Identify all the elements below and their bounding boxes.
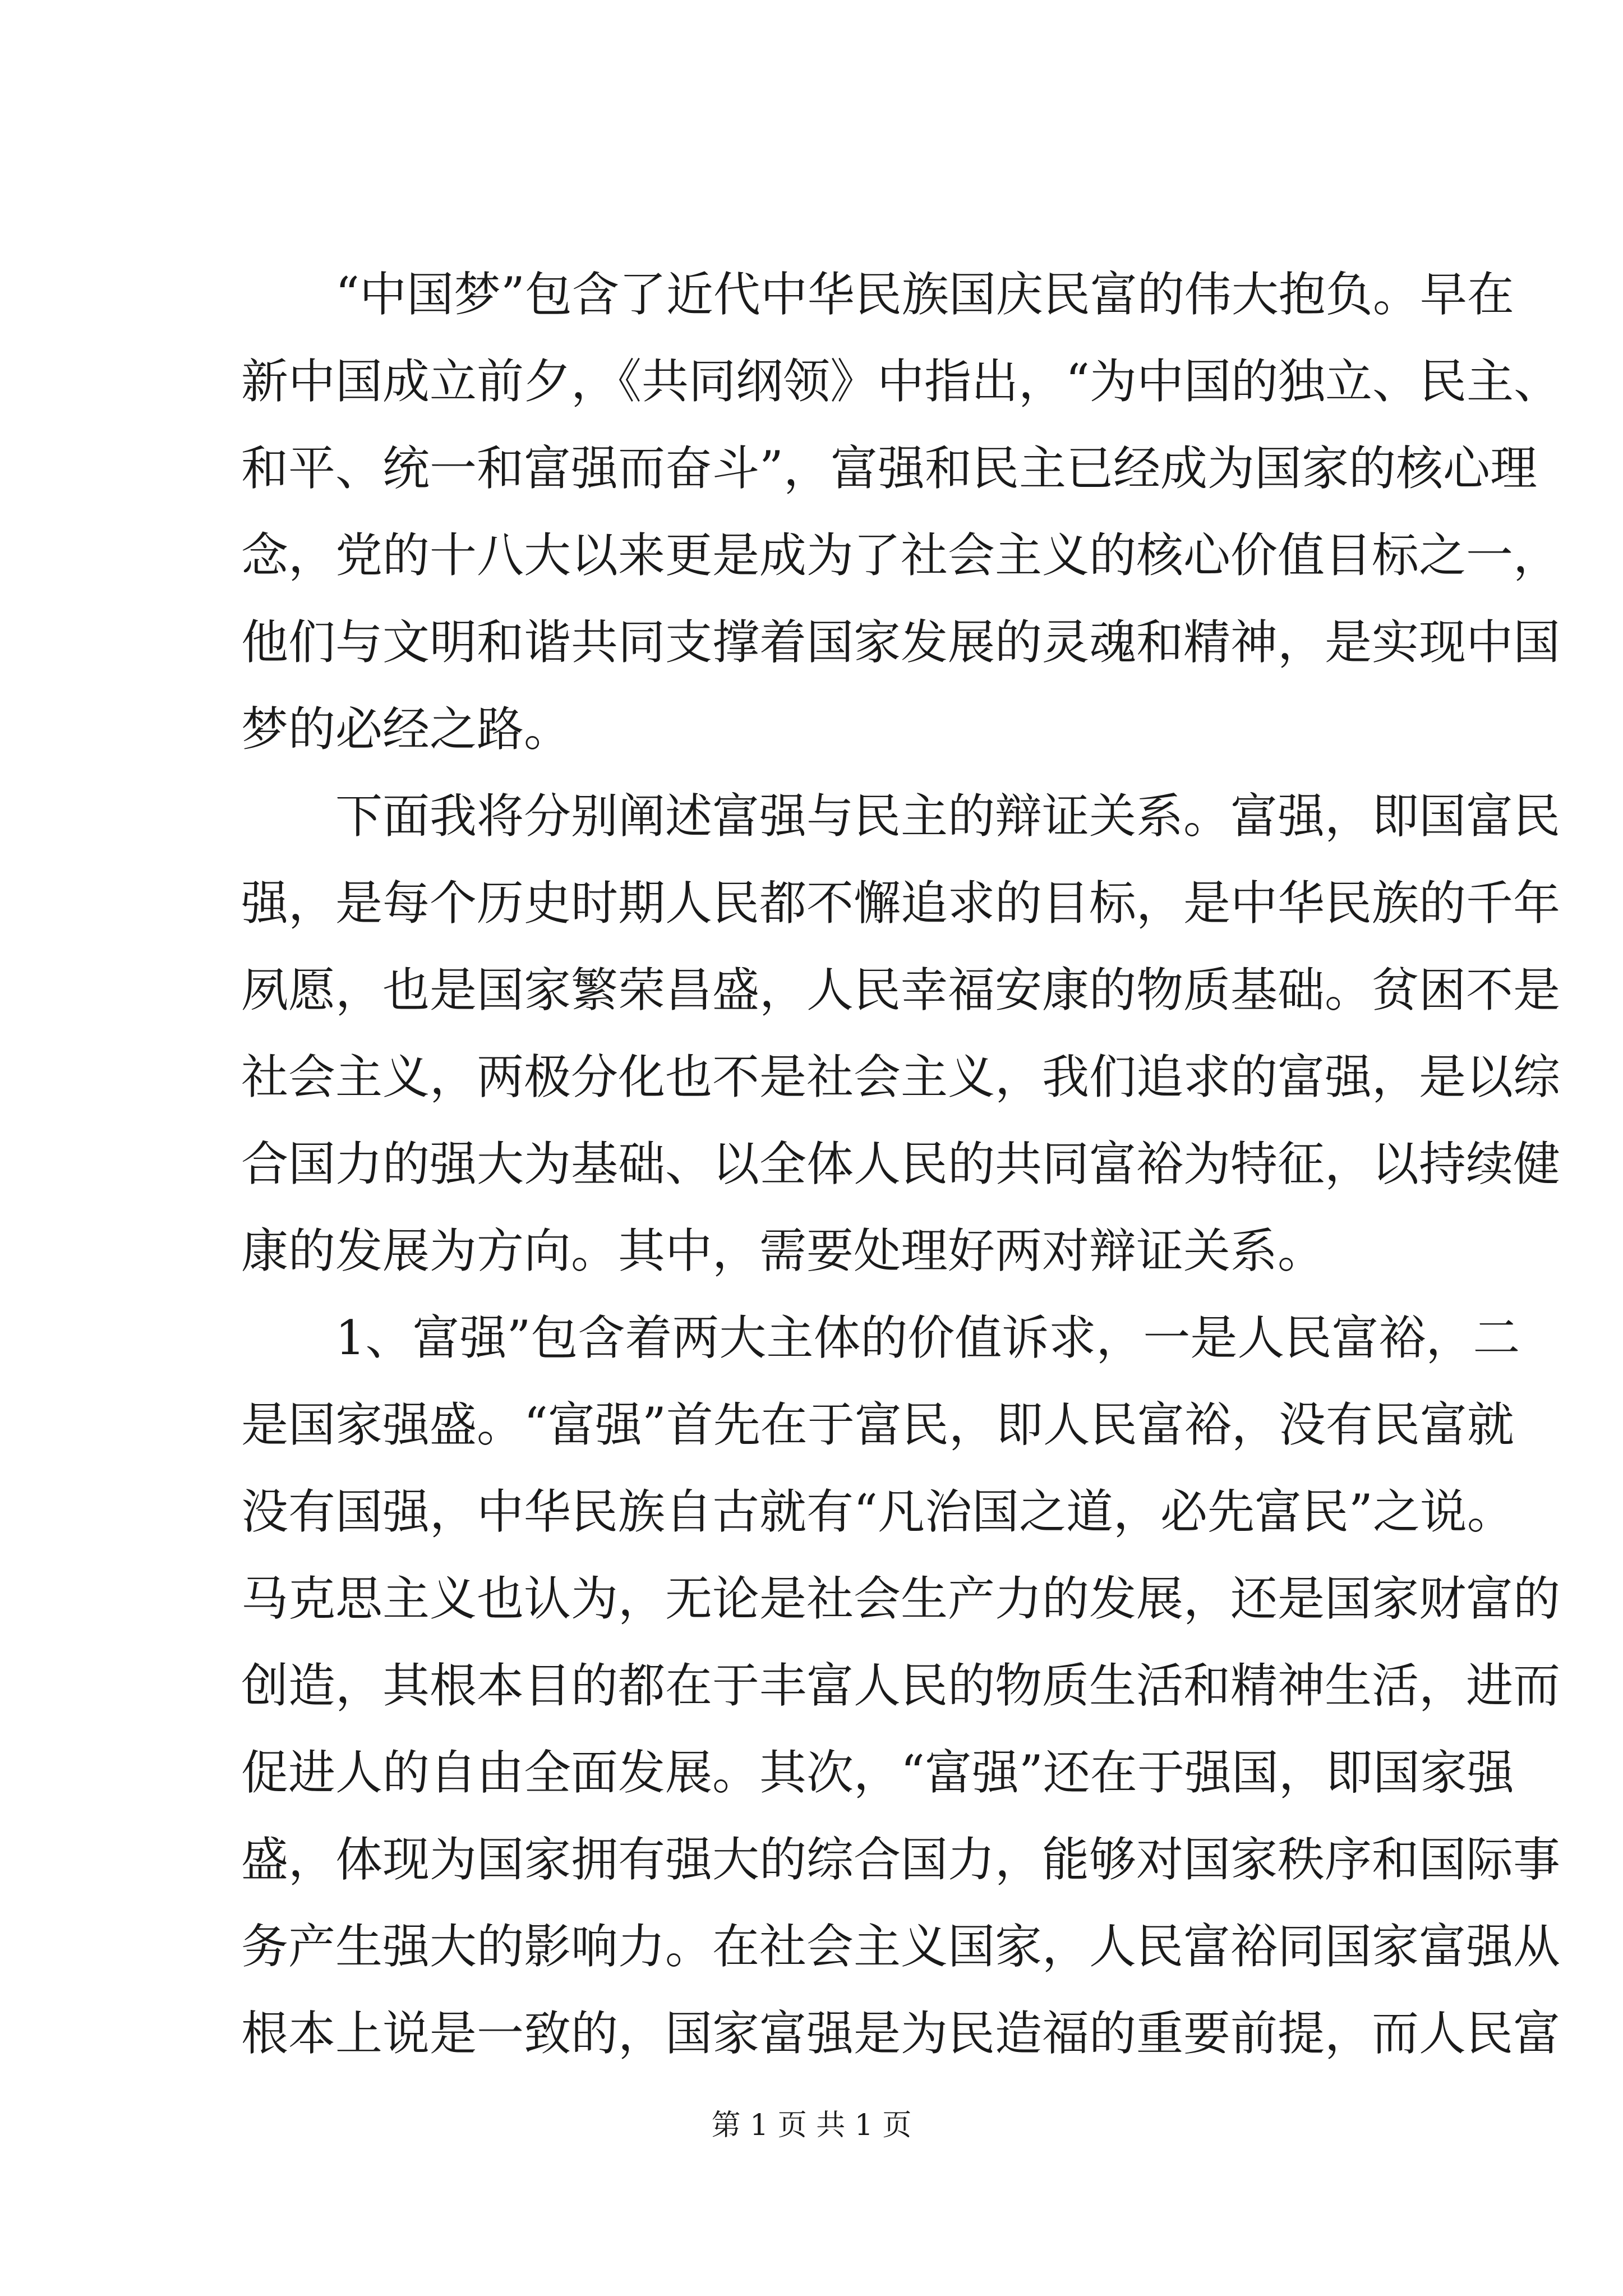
text-line: 没有国强，中华民族自古就有“凡治国之道，必先富民”之说。	[241, 1484, 1514, 1539]
text-line: “中国梦”包含了近代中华民族国庆民富的伟大抱负。早在	[335, 267, 1514, 322]
text-line: 创造，其根本目的都在于丰富人民的物质生活和精神生活，进而	[241, 1658, 1561, 1713]
text-line: 是国家强盛。“富强”首先在于富民，即人民富裕，没有民富就	[241, 1397, 1514, 1452]
text-line: 社会主义，两极分化也不是社会主义，我们追求的富强，是以综	[241, 1050, 1561, 1105]
text-line: 他们与文明和谐共同支撑着国家发展的灵魂和精神，是实现中国	[241, 615, 1561, 670]
text-line: 促进人的自由全面发展。其次，“富强”还在于强国，即国家强	[241, 1745, 1514, 1800]
text-line: 务产生强大的影响力。在社会主义国家，人民富裕同国家富强从	[241, 1919, 1561, 1974]
text-line: 马克思主义也认为，无论是社会生产力的发展，还是国家财富的	[241, 1571, 1561, 1626]
text-line: 下面我将分别阐述富强与民主的辩证关系。富强，即国富民	[335, 789, 1561, 844]
text-line: 夙愿，也是国家繁荣昌盛，人民幸福安康的物质基础。贫困不是	[241, 963, 1561, 1018]
page-footer: 第 1 页 共 1 页	[711, 2109, 912, 2142]
text-line: 根本上说是一致的，国家富强是为民造福的重要前提，而人民富	[241, 2006, 1561, 2061]
paragraph	[241, 251, 1561, 773]
paragraph	[241, 773, 1561, 1295]
text-line: 和平、统一和富强而奋斗”，富强和民主已经成为国家的核心理	[241, 441, 1537, 496]
text-line: 强，是每个历史时期人民都不懈追求的目标，是中华民族的千年	[241, 876, 1561, 931]
document-body	[241, 251, 1561, 2077]
text-line: 盛，体现为国家拥有强大的综合国力，能够对国家秩序和国际事	[241, 1832, 1561, 1887]
text-line: 梦的必经之路。	[241, 702, 571, 757]
paragraph	[241, 1295, 1561, 2077]
text-line: 1、富强”包含着两大主体的价值诉求，一是人民富裕，二	[335, 1310, 1520, 1365]
text-line: 新中国成立前夕，《共同纲领》中指出，“为中国的独立、民主、	[241, 354, 1561, 409]
text-line: 念，党的十八大以来更是成为了社会主义的核心价值目标之一，	[241, 528, 1561, 583]
text-line: 合国力的强大为基础、以全体人民的共同富裕为特征，以持续健	[241, 1137, 1561, 1191]
text-line: 康的发展为方向。其中，需要处理好两对辩证关系。	[241, 1223, 1325, 1278]
